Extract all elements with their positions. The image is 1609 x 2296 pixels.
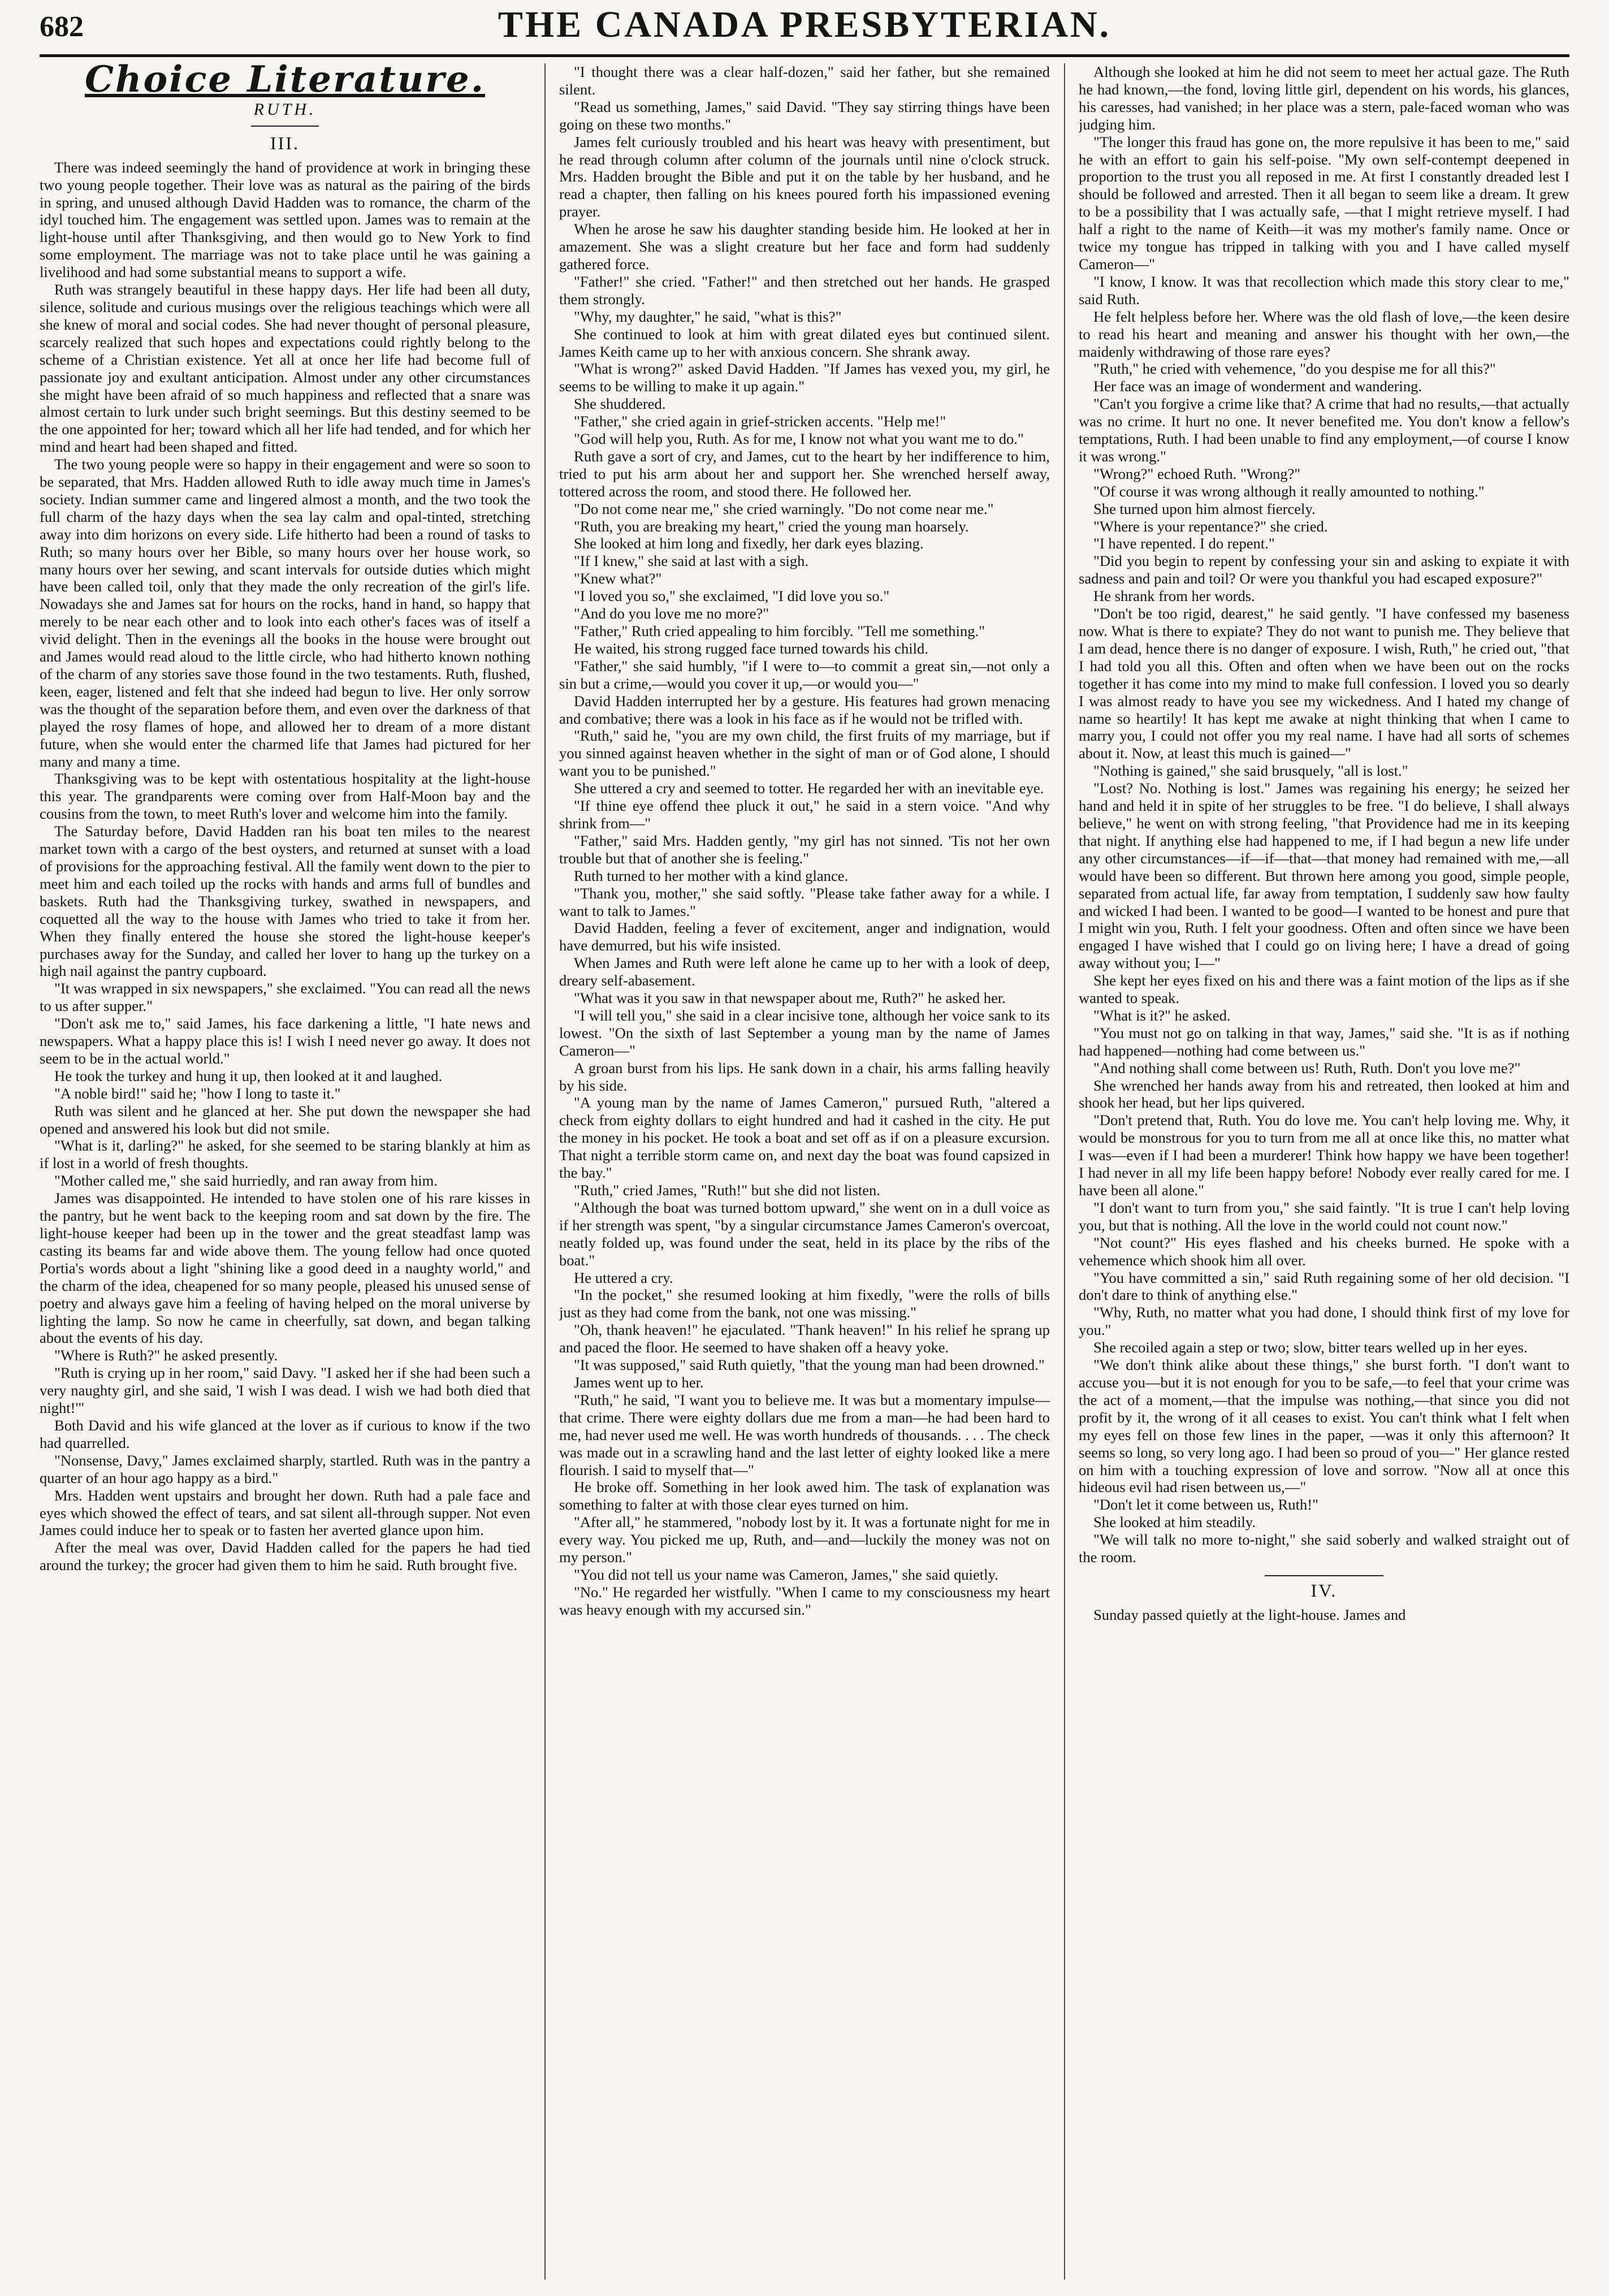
paragraph: She turned upon him almost fiercely. [1093, 500, 1316, 517]
paragraph: She uttered a cry and seemed to totter. He regarded her with an inevitable eye. [574, 780, 1044, 797]
paragraph: She looked at him long and fixedly, her dark eyes blazing. [574, 535, 924, 552]
paragraph: "Father," she cried again in grief-stricken accents. "Help me!" [574, 413, 946, 430]
paragraph: James went up to her. [574, 1373, 704, 1391]
paragraph: "We don't think alike about these things," she burst forth. "I don't want to accuse you—but it is not enough for you to be safe,—to feel that your crime was the act of a moment,—that the impulse was nothing,—that since you did not profit by it, the wrong of it all ceases to exist. You can't think what I felt when my eyes fell on those few lines in the paper, —was it only this afternoon? It seems so long, so very long ago. I had been so proud of you—" Her glance rested on him with a touching expression of love and sorrow. "Now all at once this hideous evil had risen between us,—" [1079, 1356, 1569, 1496]
paragraph: Thanksgiving was to be kept with ostentatious hospitality at the light-house this year. The grandparents were coming over from Half-Moon bay and the cousins from the town, to meet Ruth's lover and welcome him into the family. [40, 770, 530, 823]
paragraph: "What is it, darling?" he asked, for she seemed to be staring blankly at him as if lost in a world of fresh thoughts. [40, 1137, 530, 1172]
paragraph: "I will tell you," she said in a clear incisive tone, although her voice sank to its lowest. "On the sixth of last September a young man by the name of James Cameron—" [559, 1006, 1050, 1059]
paragraph: "What was it you saw in that newspaper about me, Ruth?" he asked her. [574, 989, 1006, 1007]
paragraph: Sunday passed quietly at the light-house. James and [1093, 1606, 1406, 1623]
column-3 [1079, 63, 1569, 2280]
paragraph: "Did you begin to repent by confessing your sin and asking to expiate it with sadness and pain and toil? Or were you thankful you had escaped exposure?" [1079, 552, 1569, 587]
paragraph: The Saturday before, David Hadden ran his boat ten miles to the nearest market town with a cargo of the best oysters, and returned at sunset with a load of provisions for the approaching festival. All the family went down to the pier to meet him and each toiled up the rocks with hands and arms full of bundles and baskets. Ruth had the Thanksgiving turkey, swathed in newspapers, and coquetted all the way to the house with James who tried to take it from her. When they finally entered the house she stored the light-house keeper's purchases away for the Sunday, and called her lover to hang up the turkey on a high nail against the pantry cupboard. [40, 823, 530, 980]
paragraph: David Hadden, feeling a fever of excitement, anger and indignation, would have demurred, but his wife insisted. [559, 919, 1050, 954]
paragraph: "Read us something, James," said David. "They say stirring things have been going on these two months." [559, 98, 1050, 133]
paragraph: "Don't let it come between us, Ruth!" [1093, 1496, 1318, 1514]
paragraph: "I don't want to turn from you," she said faintly. "It is true I can't help loving you, but that is nothing. All the love in the world could not count now." [1079, 1199, 1569, 1234]
paragraph: "Oh, thank heaven!" he ejaculated. "Thank heaven!" In his relief he sprang up and paced the floor. He seemed to have shaken off a heavy yoke. [559, 1321, 1050, 1356]
paragraph: "The longer this fraud has gone on, the more repulsive it has been to me," said he with an effort to gain his self-poise. "My own self-contempt deepened in proportion to the trust you all reposed in me. At first I constantly dreaded lest I should be followed and arrested. Then it all began to seem like a dream. It grew to be a possibility that I was actually safe, —that I might retrieve myself. I had half a right to the name of Keith—it was my mother's family name. Once or twice my tongue has tripped in talking with you and I have called myself Cameron—" [1079, 133, 1569, 273]
paragraph: The two young people were so happy in their engagement and were so soon to be separated, that Mrs. Hadden allowed Ruth to idle away much time in James's society. Indian summer came and lingered almost a month, and the two took the full charm of the hazy days when the sea lay calm and opal-tinted, stretching away into dim horizons on every side. Life hitherto had been a round of tasks to Ruth; so many hours over her Bible, so many hours over her house work, so many hours over her sewing, and scant intervals for outside duties which might have been called toil, only that they made the only recreation of the girl's life. Nowadays she and James sat for hours on the rocks, hand in hand, so happy that merely to be near each other and to look into each other's faces was of itself a vivid delight. Then in the evenings all the books in the house were brought out and James would read aloud to the little circle, who had hitherto known nothing of the charm of any stories save those found in the two testaments. Ruth, flushed, keen, eager, listened and felt that she indeed had begun to live. Her only sorrow was the thought of the separation before them, and even over the darkness of that played the rosy flames of hope, and allowed her to dream of a more distant future, when she would enter the charmed life that James had pictured for her many and many a time. [40, 456, 530, 770]
paragraph: "What is wrong?" asked David Hadden. "If James has vexed you, my girl, he seems to be willing to make it up again." [559, 360, 1050, 395]
paragraph: "Father!" she cried. "Father!" and then stretched out her hands. He grasped them strongly. [559, 273, 1050, 308]
paragraph: Her face was an image of wonderment and wandering. [1093, 378, 1422, 395]
paragraph: After the meal was over, David Hadden called for the papers he had tied around the turkey; the grocer had given them to him he said. Ruth brought five. [40, 1539, 530, 1574]
column-divider [1064, 63, 1065, 2280]
paragraph: "Not count?" His eyes flashed and his cheeks burned. He spoke with a vehemence which shook him all over. [1079, 1234, 1569, 1269]
paragraph: "Don't ask me to," said James, his face darkening a little, "I hate news and newspapers. What a happy place this is! I wish I need never go away. It does not seem to be in the actual world." [40, 1015, 530, 1067]
paragraph: "Ruth," cried James, "Ruth!" but she did not listen. [574, 1182, 881, 1199]
paragraph: Ruth gave a sort of cry, and James, cut to the heart by her indifference to him, tried to put his arm about her and support her. She wrenched herself away, tottered across the room, and stood there. He followed her. [559, 447, 1050, 500]
paragraph: "Father," she said humbly, "if I were to—to commit a great sin,—not only a sin but a crime,—would you cover it up,—or would you—" [559, 657, 1050, 692]
paragraph: "Where is Ruth?" he asked presently. [54, 1347, 278, 1364]
paragraph: "Ruth is crying up in her room," said Davy. "I asked her if she had been such a very naughty girl, and she said, 'I wish I was dead. I wish we had both died that night!'" [40, 1364, 530, 1417]
paragraph: "You did not tell us your name was Cameron, James," she said quietly. [574, 1566, 998, 1583]
paragraph: James felt curiously troubled and his heart was heavy with presentiment, but he read through column after column of the journals until nine o'clock struck. Mrs. Hadden brought the Bible and put it on the table by her husband, and he read a chapter, then falling on his knees poured forth his impassioned evening prayer. [559, 133, 1050, 220]
paragraph: There was indeed seemingly the hand of providence at work in bringing these two young people together. Their love was as natural as the pairing of the birds in spring, and unused although David Hadden was to romance, the charm of the idyl touched him. The engagement was settled upon. James was to remain at the light-house until after Thanksgiving, and then would go to New York to find some employment. The marriage was not to take place until he was gaining a livelihood and had some substantial means to support a wife. [40, 158, 530, 281]
paragraph: "Why, my daughter," he said, "what is this?" [574, 308, 842, 325]
masthead [40, 0, 1569, 54]
title-rule [251, 126, 319, 127]
paragraph: "After all," he stammered, "nobody lost by it. It was a fortunate night for me in every way. You picked me up, Ruth, and—and—luckily the money was not on my person." [559, 1514, 1050, 1566]
paragraph: Both David and his wife glanced at the lover as if curious to know if the two had quarrelled. [40, 1416, 530, 1451]
paragraph: "Can't you forgive a crime like that? A crime that had no results,—that actually was no crime. It hurt no one. It never benefited me. You don't know a fellow's temptations, Ruth. I had been unable to find any employment,—of course I know it was wrong." [1079, 395, 1569, 465]
paragraph: "Father," Ruth cried appealing to him forcibly. "Tell me something." [574, 622, 985, 639]
paragraph: "You must not go on talking in that way, James," said she. "It is as if nothing had happened—nothing had come between us." [1079, 1024, 1569, 1059]
paragraph: "I loved you so," she exclaimed, "I did love you so." [574, 587, 890, 605]
paragraph: "Thank you, mother," she said softly. "Please take father away for a while. I want to talk to James." [559, 884, 1050, 919]
chapter-heading: IV. [1310, 1580, 1338, 1601]
paragraph: "And nothing shall come between us! Ruth, Ruth. Don't you love me?" [1093, 1059, 1521, 1076]
story-title: RUTH. [253, 100, 317, 119]
article-columns [40, 63, 1569, 2280]
paragraph: "I have repented. I do repent." [1093, 535, 1275, 552]
page-number: 682 [40, 11, 84, 43]
paragraph: "Where is your repentance?" she cried. [1093, 517, 1328, 535]
paragraph: "Mother called me," she said hurriedly, and ran away from him. [54, 1172, 438, 1190]
section-heading: Choice Literature. [84, 63, 486, 101]
paragraph: "Do not come near me," she cried warningly. "Do not come near me." [574, 500, 994, 517]
paragraph: Ruth was strangely beautiful in these happy days. Her life had been all duty, silence, solitude and curious musings over the religious teachings which were all she knew of moral and social codes. She had never thought of personal pleasure, scarcely realized that such hopes and expectations could rightly belong to the scheme of a Christian existence. Yet all at once her life had become full of passionate joy and exultant anticipation. Almost under any other circumstances she might have been afraid of so much happiness and reflected that a snare was almost certain to lurk under such bright seemings. But this destiny seemed to be the one appointed for her; toward which all her life had tended, and for which her mind and heart had been shaped and fitted. [40, 281, 530, 456]
paragraph: "Ruth," said he, "you are my own child, the first fruits of my marriage, but if you sinned against heaven whether in the sight of man or of God alone, I should want you to be punished." [559, 727, 1050, 780]
paragraph: "If thine eye offend thee pluck it out," he said in a stern voice. "And why shrink from—" [559, 797, 1050, 832]
paragraph: "Don't pretend that, Ruth. You do love me. You can't help loving me. Why, it would be monstrous for you to turn from me all at once like this, no matter what I was—even if I had been a murderer! Think how happy we have been together! I had never in all my life been happy before! Nobody ever really cared for me. I have been all alone." [1079, 1112, 1569, 1199]
paragraph: She continued to look at him with great dilated eyes but continued silent. James Keith came up to her with anxious concern. She shrank away. [559, 325, 1050, 360]
paragraph: "A young man by the name of James Cameron," pursued Ruth, "altered a check from eighty dollars to eight hundred and had it cashed in the city. He put the money in his pocket. He took a boat and set off as if on a pleasure excursion. That night a terrible storm came on, and next day the boat was found capsized in the bay." [559, 1094, 1050, 1182]
paragraph: "We will talk no more to-night," she said soberly and walked straight out of the room. [1079, 1531, 1569, 1566]
paragraph: When he arose he saw his daughter standing beside him. He looked at her in amazement. She was a slight creature but her face and form had suddenly gathered force. [559, 220, 1050, 273]
paragraph: "It was wrapped in six newspapers," she exclaimed. "You can read all the news to us after supper." [40, 980, 530, 1015]
paragraph: "Knew what?" [574, 570, 662, 587]
paragraph: "You have committed a sin," said Ruth regaining some of her old decision. "I don't dare to think of anything else." [1079, 1269, 1569, 1304]
paragraph: She wrenched her hands away from his and retreated, then looked at him and shook her head, but her lips quivered. [1079, 1076, 1569, 1112]
paragraph: "God will help you, Ruth. As for me, I know not what you want me to do." [574, 430, 1024, 448]
paragraph: "Ruth, you are breaking my heart," cried the young man hoarsely. [574, 517, 969, 535]
paragraph: She looked at him steadily. [1093, 1514, 1256, 1531]
paragraph: She shuddered. [574, 395, 666, 413]
paragraph: "Lost? No. Nothing is lost." James was regaining his energy; he seized her hand and held it in spite of her struggles to be free. "I do believe, I shall always believe," he went on with strong feeling, "that Providence had me in its keeping that night. If anything else had happened to me, if I had begun a new life under any other circumstances—if—if—that—that money had remained with me,—all would have been so different. But thrown here among you good, simple people, separated from actual life, far away from temptation, I suddenly saw how faulty and wicked I had been. I wanted to be good—I wanted to be honest and pure that I might win you, Ruth. I felt your goodness. Often and often since we have been engaged I have wished that I could go on living here; I have a dread of going away without you; I—" [1079, 780, 1569, 972]
column-2 [559, 63, 1050, 2280]
paragraph: He shrank from her words. [1093, 587, 1255, 605]
paragraph: "Of course it was wrong although it really amounted to nothing." [1093, 482, 1485, 500]
paragraph: He broke off. Something in her look awed him. The task of explanation was something to falter at with those clear eyes turned on him. [559, 1478, 1050, 1514]
paragraph: "Wrong?" echoed Ruth. "Wrong?" [1093, 465, 1301, 482]
paragraph: "I know, I know. It was that recollection which made this story clear to me," said Ruth. [1079, 273, 1569, 308]
paragraph: "No." He regarded her wistfully. "When I came to my consciousness my heart was heavy enough with my accursed sin." [559, 1583, 1050, 1618]
paragraph: She recoiled again a step or two; slow, bitter tears welled up in her eyes. [1093, 1339, 1528, 1356]
paragraph: "What is it?" he asked. [1093, 1006, 1231, 1024]
paragraph: She kept her eyes fixed on his and there was a faint motion of the lips as if she wanted to speak. [1079, 972, 1569, 1007]
paragraph: He uttered a cry. [574, 1269, 673, 1286]
paragraph: "Nonsense, Davy," James exclaimed sharply, startled. Ruth was in the pantry a quarter of an hour ago happy as a bird." [40, 1451, 530, 1486]
paragraph: "I thought there was a clear half-dozen," said her father, but she remained silent. [559, 63, 1050, 98]
paragraph: James was disappointed. He intended to have stolen one of his rare kisses in the pantry, but he went back to the keeping room and sat down by the fire. The light-house keeper had been up in the tower and the great steadfast lamp was casting its beams far and wide above them. The young fellow had once quoted Portia's words about a light "shining like a good deed in a naughty world," and the charm of the idea, cheapened for so many people, pleased his unused sense of poetry and always gave him a feeling of having helped on the moral universe by lighting the lamp. So now he came in cheerfully, sat down, and began talking about the events of his day. [40, 1190, 530, 1347]
column-1-text [40, 159, 530, 1574]
paragraph: "In the pocket," she resumed looking at him fixedly, "were the rolls of bills just as they had come from the bank, not one was missing." [559, 1286, 1050, 1321]
column-1 [40, 63, 530, 2280]
paragraph: "Why, Ruth, no matter what you had done, I should think first of my love for you." [1079, 1304, 1569, 1339]
paragraph: "Ruth," he said, "I want you to believe me. It was but a momentary impulse—that crime. There were eighty dollars due me from a man—he had been hard to me, had never used me well. He was worth hundreds of thousands. . . . The check was made out in a scrawling hand and the last letter of eighty looked like a mere flourish. I said to myself that—" [559, 1391, 1050, 1478]
paragraph: "Although the boat was turned bottom upward," she went on in a dull voice as if her strength was spent, "by a singular circumstance James Cameron's overcoat, neatly folded up, was found under the seat, held in its place by the ribs of the boat." [559, 1199, 1050, 1269]
paragraph: "If I knew," she said at last with a sigh. [574, 552, 809, 570]
column-2-text [559, 63, 1050, 1619]
paragraph: "Don't be too rigid, dearest," he said gently. "I have confessed my baseness now. What is there to expiate? They do not want to punish me. They believe that I am dead, hence there is no danger of exposure. I wish, Ruth," he cried out, "that I had told you all this. Often and often when we have been out on the rocks together it has come into my mind to make full confession. I loved you so dearly I was almost ready to have you see my wickedness. And I hated my change of name so heartily! It has kept me awake at night thinking that when I came to marry you, I could not offer you my real name. I have had all sorts of schemes about it. Now, at least this much is gained—" [1079, 605, 1569, 762]
paragraph: "It was supposed," said Ruth quietly, "that the young man had been drowned." [574, 1356, 1045, 1374]
paragraph: "Nothing is gained," she said brusquely, "all is lost." [1093, 762, 1408, 780]
column-divider [544, 63, 546, 2280]
paragraph: He took the turkey and hung it up, then looked at it and laughed. [54, 1067, 443, 1084]
paragraph: "And do you love me no more?" [574, 605, 769, 622]
paragraph: Ruth was silent and he glanced at her. She put down the newspaper she had opened and answered his look but did not smile. [40, 1102, 530, 1137]
paragraph: A groan burst from his lips. He sank down in a chair, his arms falling heavily by his side. [559, 1059, 1050, 1094]
newspaper-title: THE CANADA PRESBYTERIAN. [498, 4, 1111, 45]
column-3-text [1079, 63, 1569, 1566]
paragraph: Although she looked at him he did not seem to meet her actual gaze. The Ruth he had known,—the fond, loving little girl, dependent on his words, his glances, his caresses, had vanished; in her place was a stern, pale-faced woman who was judging him. [1079, 63, 1569, 133]
masthead-rule [40, 54, 1569, 57]
paragraph: David Hadden interrupted her by a gesture. His features had grown menacing and combative; there was a look in his face as if he would not be trifled with. [559, 692, 1050, 727]
paragraph: "Father," said Mrs. Hadden gently, "my girl has not sinned. 'Tis not her own trouble but that of another she is feeling." [559, 832, 1050, 867]
paragraph: Ruth turned to her mother with a kind glance. [574, 867, 849, 884]
paragraph: "Ruth," he cried with vehemence, "do you despise me for all this?" [1093, 360, 1496, 378]
chapter-heading: III. [270, 132, 300, 153]
paragraph: "A noble bird!" said he; "how I long to taste it." [54, 1084, 341, 1102]
paragraph: When James and Ruth were left alone he came up to her with a look of deep, dreary self-abasement. [559, 954, 1050, 989]
chapter-separator [1265, 1575, 1383, 1576]
paragraph: He waited, his strong rugged face turned towards his child. [574, 639, 929, 657]
paragraph: He felt helpless before her. Where was the old flash of love,—the keen desire to read his heart and meaning and answer his thought with her own,—the maidenly withdrawing of those rare eyes? [1079, 308, 1569, 360]
paragraph: Mrs. Hadden went upstairs and brought her down. Ruth had a pale face and eyes which showed the effect of tears, and sat silent all-through supper. Not even James could induce her to speak or to fasten her averted glance upon him. [40, 1486, 530, 1539]
